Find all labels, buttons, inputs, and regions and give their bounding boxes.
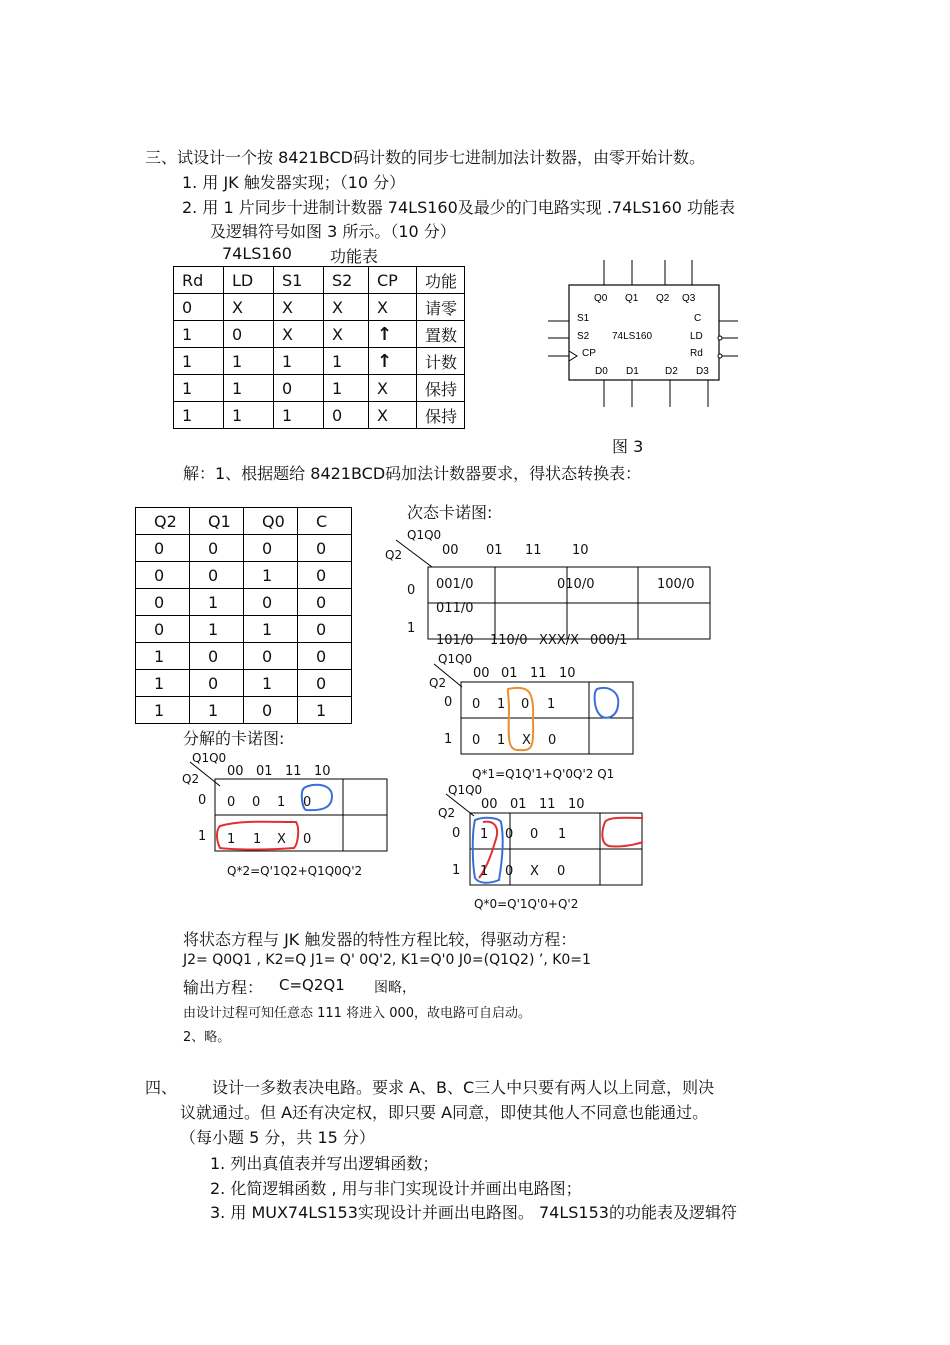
k1-cell-11: 0 (521, 697, 530, 712)
state-table-cell: 1 (190, 697, 244, 724)
ns-row-1: 1 (407, 621, 416, 636)
state-table-cell: 0 (298, 670, 352, 697)
ns-cell-000: 001/0 (436, 577, 474, 592)
k1-cell-110: 0 (548, 733, 557, 748)
function-table (173, 266, 465, 429)
state-table-cell: 0 (244, 643, 298, 670)
state-table-cell: 0 (190, 562, 244, 589)
self-start-note: 由设计过程可知任意态 111 将进入 000，故电路可自启动。 (183, 1006, 532, 1021)
k0-cell-01: 0 (505, 827, 514, 842)
function-table-row (174, 375, 465, 402)
k1-equation: Q*1=Q1Q'1+Q'0Q'2 Q1 (472, 767, 615, 781)
state-table-cell: 0 (244, 697, 298, 724)
pin-cp: CP (582, 348, 596, 359)
k2-cell-00: 0 (227, 795, 236, 810)
state-table-cell: 0 (298, 616, 352, 643)
k1-cell-111: X (522, 733, 531, 748)
state-table-header-cell: C (298, 508, 352, 535)
k0-red-loop (602, 818, 643, 847)
state-table-cell: 0 (136, 616, 190, 643)
function-table-cell: 0 (274, 375, 324, 402)
k2-row-var: Q2 (182, 772, 200, 786)
function-table-header-cell: 功能 (417, 267, 465, 294)
q4-line3: （每小题 5 分，共 15 分） (180, 1128, 375, 1147)
state-table-cell: 1 (298, 697, 352, 724)
state-table-row (136, 589, 352, 616)
function-table-cell: 1 (174, 321, 224, 348)
pin-s2: S2 (577, 331, 590, 342)
state-table-cell: 1 (136, 670, 190, 697)
k2-col-01: 01 (256, 764, 273, 779)
function-table-row (174, 321, 465, 348)
function-table-cell: X (324, 294, 369, 321)
q4-item-3: 3. 用 MUX74LS153实现设计并画出电路图。 74LS153的功能表及逻辑符 (210, 1203, 737, 1222)
k1-col-10: 10 (559, 666, 576, 681)
function-table-cell: ↑ (369, 348, 417, 375)
k0-cell-111: X (530, 864, 539, 879)
function-table-cell: 1 (224, 348, 274, 375)
k0-cell-100: 1 (480, 864, 489, 879)
pin-d3: D3 (696, 366, 709, 377)
ns-cell-010: 100/0 (657, 577, 695, 592)
state-table-cell: 1 (190, 589, 244, 616)
part2-note: 2、略。 (183, 1030, 231, 1045)
pin-d0: D0 (595, 366, 608, 377)
state-table-header-cell: Q2 (136, 508, 190, 535)
solution-intro: 解：1、根据题给 8421BCD码加法计数器要求，得状态转换表： (183, 464, 642, 483)
ns-row-var: Q2 (385, 548, 403, 562)
pin-c: C (694, 313, 702, 324)
func-table-title: 功能表 (330, 247, 379, 266)
state-table-cell: 0 (298, 643, 352, 670)
state-table-cell: 0 (190, 670, 244, 697)
function-table-cell: X (274, 321, 324, 348)
function-table-header-cell: LD (224, 267, 274, 294)
function-table-cell: 1 (174, 375, 224, 402)
output-equation: C=Q2Q1 (279, 976, 345, 994)
pin-q1: Q1 (625, 293, 639, 304)
function-table-cell: 0 (324, 402, 369, 429)
k2-row-0: 0 (198, 793, 207, 808)
state-table-cell: 0 (298, 562, 352, 589)
state-table-header-cell: Q0 (244, 508, 298, 535)
ns-cell-111: XXX/X (539, 633, 580, 648)
k0-row-0: 0 (452, 826, 461, 841)
k2-cell-101: 1 (253, 832, 262, 847)
function-table-cell: X (369, 294, 417, 321)
k2-equation: Q*2=Q'1Q2+Q1Q0Q'2 (227, 864, 363, 878)
state-table-cell: 0 (298, 589, 352, 616)
ns-cell-110: 000/1 (590, 633, 628, 648)
state-table-header-cell: Q1 (190, 508, 244, 535)
k1-cell-10: 1 (547, 697, 556, 712)
k1-col-01: 01 (501, 666, 518, 681)
k2-col-00: 00 (227, 764, 244, 779)
function-table-cell: 0 (224, 321, 274, 348)
function-table-header-cell: Rd (174, 267, 224, 294)
output-note: 图略， (374, 980, 416, 996)
state-table-cell: 0 (190, 643, 244, 670)
k0-cell-101: 0 (505, 864, 514, 879)
ns-col-var: Q1Q0 (407, 528, 442, 542)
k0-col-01: 01 (510, 797, 527, 812)
state-table-row (136, 616, 352, 643)
split-title: 分解的卡诺图: (183, 729, 285, 748)
chip-symbol (540, 255, 740, 415)
output-label: 输出方程： (183, 978, 264, 997)
state-table-row (136, 535, 352, 562)
function-table-cell: 1 (324, 348, 369, 375)
q4-title: 设计一多数表决电路。要求 A、B、C三人中只要有两人以上同意，则决 (212, 1078, 715, 1097)
k2-row-1: 1 (198, 829, 207, 844)
k2-cell-10: 0 (303, 795, 312, 810)
state-table-row (136, 643, 352, 670)
k0-row-var: Q2 (438, 806, 456, 820)
function-table-row (174, 348, 465, 375)
q3-item-2a: 2. 用 1 片同步十进制计数器 74LS160及最少的门电路实现 .74LS160 功能表 (182, 198, 735, 217)
state-table-cell: 0 (136, 535, 190, 562)
drive-equations: J2= Q0Q1 , K2=Q J1= Q' 0Q'2, K1=Q'0 J0=(Q1Q2) ’, K0=1 (183, 952, 591, 968)
state-table-row (136, 670, 352, 697)
k1-col-var: Q1Q0 (438, 652, 473, 666)
k0-equation: Q*0=Q'1Q'0+Q'2 (474, 897, 579, 911)
k1-row-0: 0 (444, 695, 453, 710)
ns-row-0: 0 (407, 583, 416, 598)
state-table-cell: 1 (244, 616, 298, 643)
pin-s1: S1 (577, 313, 590, 324)
state-table-cell: 0 (298, 535, 352, 562)
function-table-header-cell: S2 (324, 267, 369, 294)
ns-cell-101: 110/0 (490, 633, 528, 648)
ns-col-00: 00 (442, 543, 459, 558)
k2-cell-11: 1 (277, 795, 286, 810)
function-table-cell: 0 (174, 294, 224, 321)
k2-col-11: 11 (285, 764, 302, 779)
function-table-header (174, 267, 465, 294)
state-table-cell: 1 (136, 643, 190, 670)
pin-q2: Q2 (656, 293, 670, 304)
state-table-cell: 1 (190, 616, 244, 643)
compare-line: 将状态方程与 JK 触发器的特性方程比较，得驱动方程： (183, 930, 577, 949)
k0-cell-11: 0 (530, 827, 539, 842)
pin-ld: LD (690, 331, 703, 342)
function-table-header-cell: S1 (274, 267, 324, 294)
k1-col-00: 00 (473, 666, 490, 681)
pin-d1: D1 (626, 366, 639, 377)
k0-col-11: 11 (539, 797, 556, 812)
function-table-cell: 1 (224, 375, 274, 402)
k1-blue-loop (595, 688, 619, 718)
state-table-row (136, 562, 352, 589)
function-table-cell: 1 (324, 375, 369, 402)
k2-grid (214, 778, 390, 854)
state-table (135, 507, 352, 724)
function-table-cell: 1 (224, 402, 274, 429)
k1-cell-01: 1 (497, 697, 506, 712)
state-table-cell: 1 (136, 697, 190, 724)
state-table-cell: 0 (244, 589, 298, 616)
k1-cell-100: 0 (472, 733, 481, 748)
func-table-chip: 74LS160 (222, 244, 292, 263)
next-state-title: 次态卡诺图: (407, 503, 493, 522)
ns-col-10: 10 (572, 543, 589, 558)
q4-item-1: 1. 列出真值表并写出逻辑函数； (210, 1154, 439, 1173)
q3-item-2b: 及逻辑符号如图 3 所示。（10 分） (210, 222, 456, 241)
k0-col-var: Q1Q0 (448, 783, 483, 797)
function-table-header-cell: CP (369, 267, 417, 294)
ns-col-11: 11 (525, 543, 542, 558)
function-table-cell: X (324, 321, 369, 348)
state-table-header (136, 508, 352, 535)
function-table-cell: X (369, 402, 417, 429)
pin-q3: Q3 (682, 293, 696, 304)
pin-d2: D2 (665, 366, 678, 377)
function-table-cell: X (224, 294, 274, 321)
function-table-cell: X (369, 375, 417, 402)
function-table-row (174, 294, 465, 321)
function-table-cell: 请零 (417, 294, 465, 321)
k0-cell-110: 0 (557, 864, 566, 879)
ns-cell-001: 011/0 (436, 601, 474, 616)
function-table-cell: 保持 (417, 375, 465, 402)
k0-cell-00: 1 (480, 827, 489, 842)
state-table-cell: 1 (244, 562, 298, 589)
state-table-cell: 0 (136, 589, 190, 616)
state-table-cell: 0 (190, 535, 244, 562)
function-table-cell: X (274, 294, 324, 321)
function-table-row (174, 402, 465, 429)
k2-col-var: Q1Q0 (192, 751, 227, 765)
function-table-cell: ↑ (369, 321, 417, 348)
ns-cell-011: 010/0 (557, 577, 595, 592)
k1-col-11: 11 (530, 666, 547, 681)
function-table-cell: 1 (174, 402, 224, 429)
figure-caption: 图 3 (612, 437, 644, 456)
function-table-cell: 置数 (417, 321, 465, 348)
k1-cell-101: 1 (497, 733, 506, 748)
pin-rd: Rd (690, 348, 703, 359)
function-table-cell: 1 (274, 402, 324, 429)
q3-item-1: 1. 用 JK 触发器实现；（10 分） (182, 173, 406, 192)
k1-row-1: 1 (444, 732, 453, 747)
function-table-cell: 1 (174, 348, 224, 375)
k2-cell-01: 0 (252, 795, 261, 810)
k2-cell-110: 0 (303, 832, 312, 847)
k0-col-10: 10 (568, 797, 585, 812)
k0-row-1: 1 (452, 863, 461, 878)
state-table-cell: 0 (244, 535, 298, 562)
state-table-cell: 1 (244, 670, 298, 697)
q4-number: 四、 (145, 1078, 178, 1097)
q4-line2: 议就通过。但 A还有决定权，即只要 A同意，即使其他人不同意也能通过。 (180, 1103, 709, 1122)
q3-title: 三、试设计一个按 8421BCD码计数的同步七进制加法计数器，由零开始计数。 (145, 148, 705, 167)
k0-col-00: 00 (481, 797, 498, 812)
pin-q0: Q0 (594, 293, 608, 304)
state-table-cell: 0 (136, 562, 190, 589)
k1-cell-00: 0 (472, 697, 481, 712)
state-table-row (136, 697, 352, 724)
k0-cell-10: 1 (558, 827, 567, 842)
ns-cell-100: 101/0 (436, 633, 474, 648)
k2-cell-100: 1 (227, 832, 236, 847)
function-table-cell: 保持 (417, 402, 465, 429)
ns-col-01: 01 (486, 543, 503, 558)
q4-item-2: 2. 化简逻辑函数 , 用与非门实现设计并画出电路图； (210, 1179, 582, 1198)
k2-cell-111: X (277, 832, 286, 847)
chip-name: 74LS160 (612, 331, 653, 342)
k2-col-10: 10 (314, 764, 331, 779)
k1-row-var: Q2 (429, 676, 447, 690)
function-table-cell: 1 (274, 348, 324, 375)
function-table-cell: 计数 (417, 348, 465, 375)
